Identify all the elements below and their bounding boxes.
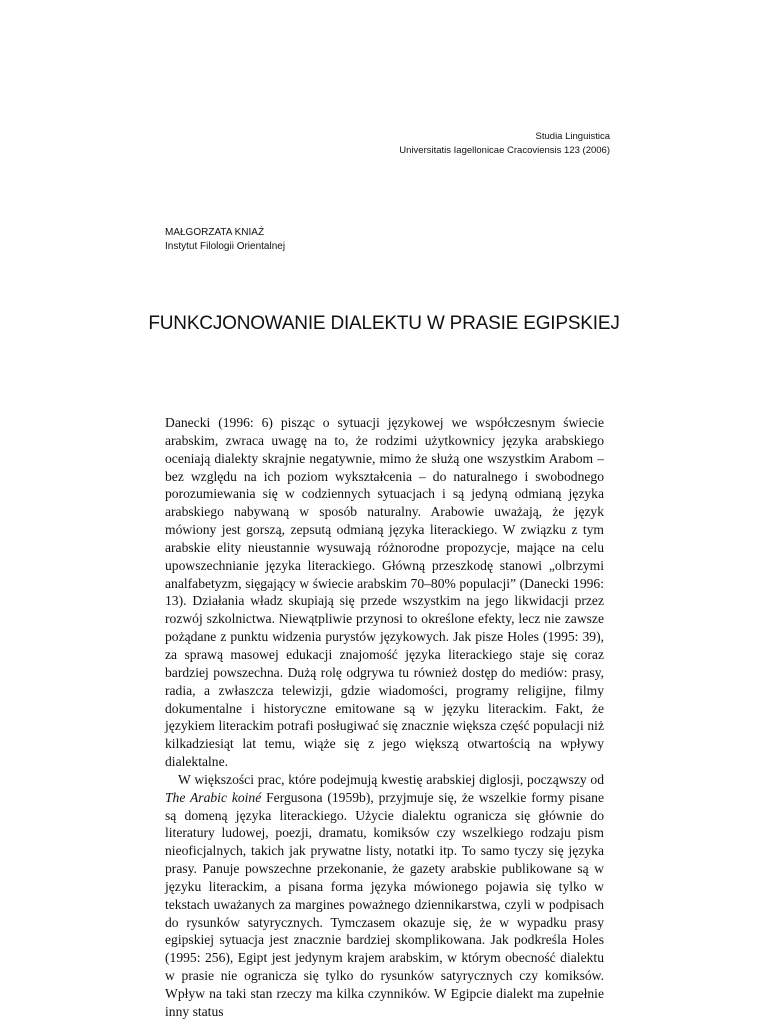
author-block	[165, 226, 285, 253]
paragraph-text: Fergusona (1959b), przyjmuje się, że wszelkie formy pisane są domeną języka literackiego. Użycie dialektu ogranicza się głównie do literatury ludowej, poezji, dramatu, komiksów czy wszelkiego rodzaju pism nieoficjalnych, takich jak prywatne listy, notatki itp. To samo tyczy się języka prasy. Panuje powszechne przekonanie, że gazety arabskie publikowane są w języku literackim, a pisana forma języka mówionego pojawia się tylko w tekstach uważanych za margines poważnego dziennikarstwa, czyli w podpisach do rysunków satyrycznych. Tymczasem okazuje się, że w wypadku prasy egipskiej sytuacja jest znacznie bardziej skomplikowana. Jak podkreśla Holes (1995: 256), Egipt jest jedynym krajem arabskim, w którym obecność dialektu w prasie nie ogranicza się tylko do rysunków satyrycznych czy komiksów. Wpływ na taki stan rzeczy ma kilka czynników. W Egipcie dialekt ma zupełnie inny status	[165, 789, 604, 1019]
article-body	[165, 414, 604, 1021]
journal-name: Studia Linguistica	[535, 131, 610, 142]
author-affiliation: Instytut Filologii Orientalnej	[165, 240, 286, 252]
journal-header	[399, 130, 610, 157]
body-paragraph	[165, 771, 604, 1021]
journal-volume: Universitatis Iagellonicae Cracoviensis 123 (2006)	[399, 144, 610, 156]
body-paragraph: Danecki (1996: 6) pisząc o sytuacji językowej we współczesnym świecie arabskim, zwraca uwagę na to, że rodzimi użytkownicy języka arabskiego oceniają dialekty skrajnie negatywnie, mimo że służą one wszystkim Arabom – bez względu na ich poziom wykształcenia – do naturalnego i swobodnego porozumiewania się w codziennych sytuacjach i są jedyną odmianą języka arabskiego nabywaną w sposób naturalny. Arabowie uważają, że język mówiony jest gorszą, zepsutą odmianą języka literackiego. W związku z tym arabskie elity nieustannie wysuwają różnorodne propozycje, mające na celu upowszechnianie języka literackiego. Główną przeszkodę stanowi „olbrzymi analfabetyzm, sięgający w świecie arabskim 70–80% populacji” (Danecki 1996: 13). Działania władz skupiają się przede wszystkim na jego likwidacji przez rozwój szkolnictwa. Niewątpliwie przynosi to określone efekty, lecz nie zawsze pożądane z punktu widzenia purystów językowych. Jak pisze Holes (1995: 39), za sprawą masowej edukacji znajomość języka literackiego staje się coraz bardziej powszechna. Dużą rolę odgrywa tu również dostęp do mediów: prasy, radia, a zwłaszcza telewizji, gdzie wiadomości, programy religijne, filmy dokumentalne i historyczne emitowane są w języku literackim. Fakt, że językiem literackim potrafi posługiwać się znacznie większa część populacji niż kilkadziesiąt lat temu, wiąże się z jego większą otwartością na wpływy dialektalne.	[165, 415, 604, 770]
cited-work-title: The Arabic koiné	[165, 789, 262, 805]
paragraph-text: W większości prac, które podejmują kwestię arabskiej diglosji, począwszy od	[178, 771, 604, 787]
author-name: MAŁGORZATA KNIAŹ	[165, 227, 265, 238]
article-title: FUNKCJONOWANIE DIALEKTU W PRASIE EGIPSKIEJ	[148, 313, 620, 334]
